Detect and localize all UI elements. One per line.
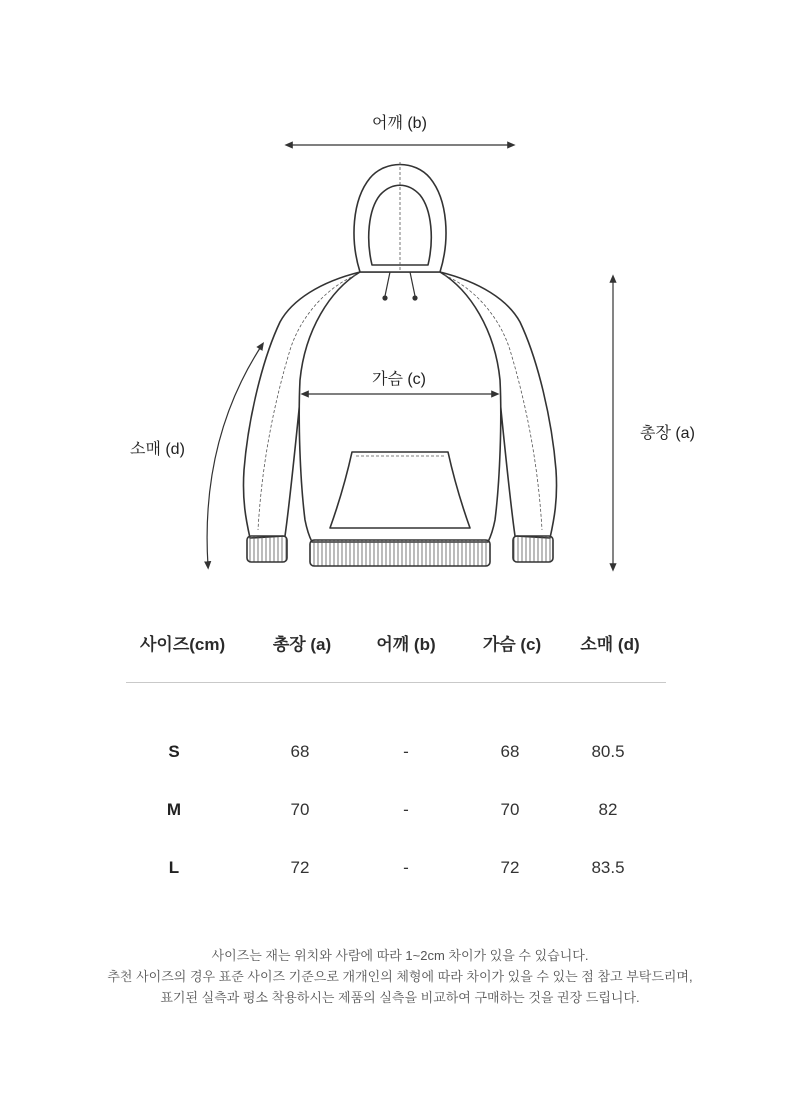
header-length: 총장 (a) (272, 635, 332, 654)
header-chest: 가슴 (c) (482, 635, 542, 654)
table-cell-length: 68 (290, 742, 310, 761)
sleeve-label: 소매 (d) (130, 441, 185, 458)
header-shoulder: 어깨 (b) (376, 635, 436, 654)
size-note-line-3: 표기된 실측과 평소 착용하시는 제품의 실측을 비교하여 구매하는 것을 권장 드립니다. (160, 990, 640, 1005)
chest-label: 가슴 (c) (372, 371, 427, 388)
table-cell-length: 72 (290, 858, 310, 877)
table-row-size: S (168, 742, 180, 761)
header-size: 사이즈(cm) (140, 635, 226, 654)
table-cell-chest: 72 (500, 858, 520, 877)
table-cell-shoulder: - (403, 742, 409, 761)
table-cell-shoulder: - (403, 858, 409, 877)
table-row-size: M (166, 800, 182, 819)
size-note-line-2: 추천 사이즈의 경우 표준 사이즈 기준으로 개개인의 체형에 따라 차이가 있을 수 있는 점 참고 부탁드리며, (107, 969, 693, 984)
shoulder-label: 어깨 (b) (372, 115, 427, 132)
header-sleeve: 소매 (d) (580, 635, 640, 654)
waistband (310, 540, 490, 566)
table-cell-sleeve: 83.5 (591, 858, 625, 877)
kangaroo-pocket (330, 452, 470, 528)
table-divider (126, 682, 666, 683)
table-row-size: L (168, 858, 180, 877)
table-cell-shoulder: - (403, 800, 409, 819)
right-cuff (513, 536, 553, 562)
length-label: 총장 (a) (640, 425, 695, 442)
table-cell-chest: 68 (500, 742, 520, 761)
table-cell-length: 70 (290, 800, 310, 819)
table-cell-sleeve: 82 (598, 800, 618, 819)
table-cell-chest: 70 (500, 800, 520, 819)
table-cell-sleeve: 80.5 (591, 742, 625, 761)
left-cuff (247, 536, 287, 562)
size-note-line-1: 사이즈는 재는 위치와 사람에 따라 1~2cm 차이가 있을 수 있습니다. (211, 948, 589, 963)
